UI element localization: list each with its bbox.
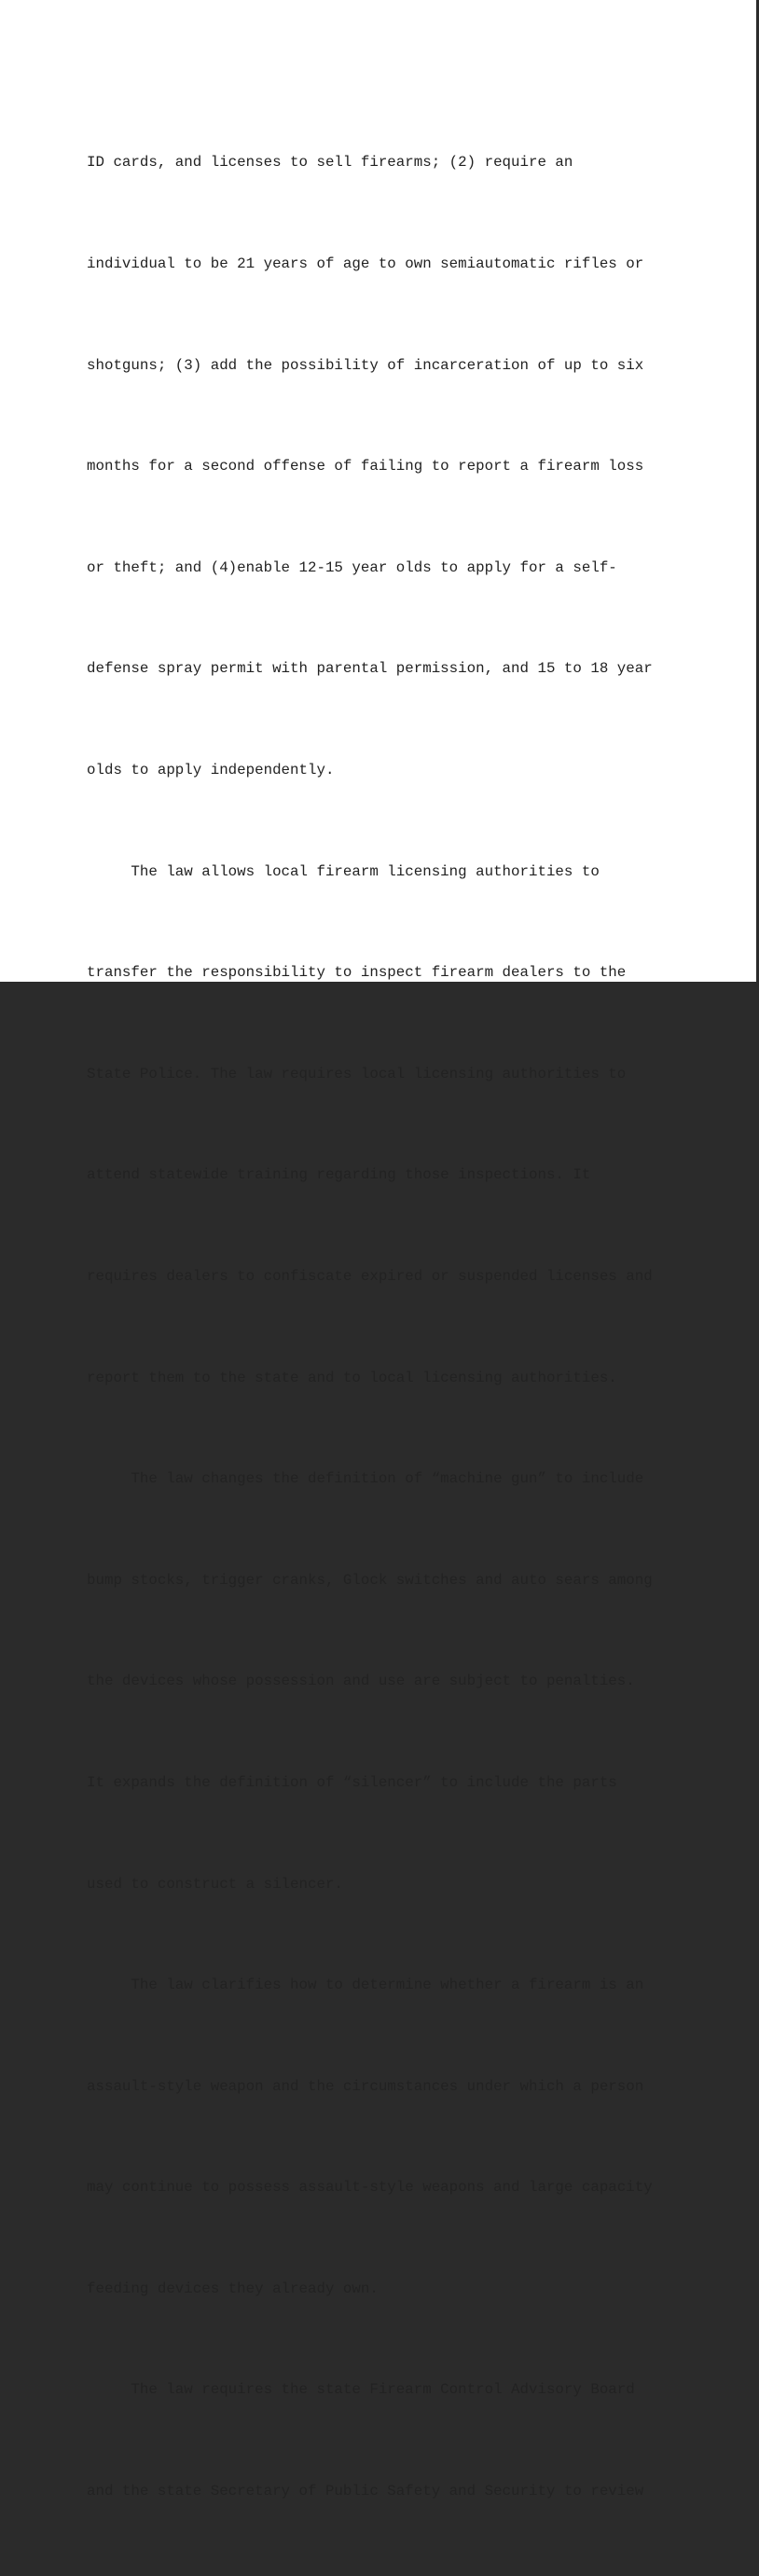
text-line: or theft; and (4)enable 12-15 year olds to apply for a self- — [87, 558, 617, 576]
text-line: The law requires the state Firearm Control Advisory Board — [87, 2381, 635, 2399]
text-line: It expands the definition of “silencer” to include the parts — [87, 1773, 617, 1791]
text-line: transfer the responsibility to inspect firearm dealers to the — [87, 964, 627, 982]
text-line: defense spray permit with parental permission, and 15 to 18 year — [87, 660, 653, 678]
text-line: The law changes the definition of “machine gun” to include — [87, 1470, 644, 1488]
text-line: The law allows local firearm licensing authorities to — [87, 862, 600, 880]
text-line: feeding devices they already own. — [87, 2280, 379, 2297]
text-line: and the state Secretary of Public Safety and Security to review — [87, 2483, 644, 2500]
text-line: may continue to possess assault-style weapons and large capacity — [87, 2179, 653, 2197]
document-body — [87, 78, 683, 2576]
text-line: the devices whose possession and use are subject to penalties. — [87, 1673, 635, 1690]
text-line: bump stocks, trigger cranks, Glock switches and auto sears among — [87, 1571, 653, 1589]
text-line: used to construct a silencer. — [87, 1875, 343, 1893]
text-line: ID cards, and licenses to sell firearms; (2) require an — [87, 154, 573, 172]
text-line: assault-style weapon and the circumstances under which a person — [87, 2077, 644, 2095]
text-line: State Police. The law requires local licensing authorities to — [87, 1065, 627, 1082]
text-line: The law clarifies how to determine whether a firearm is an — [87, 1977, 644, 1994]
text-line: months for a second offense of failing to report a firearm loss — [87, 458, 644, 475]
text-line: requires dealers to confiscate expired or suspended licenses and — [87, 1267, 653, 1285]
text-line: report them to the state and to local licensing authorities. — [87, 1369, 617, 1386]
text-line: olds to apply independently. — [87, 761, 335, 778]
text-line: shotguns; (3) add the possibility of incarceration of up to six — [87, 356, 644, 374]
text-line: attend statewide training regarding those inspections. It — [87, 1166, 591, 1184]
text-line: individual to be 21 years of age to own semiautomatic rifles or — [87, 255, 644, 272]
